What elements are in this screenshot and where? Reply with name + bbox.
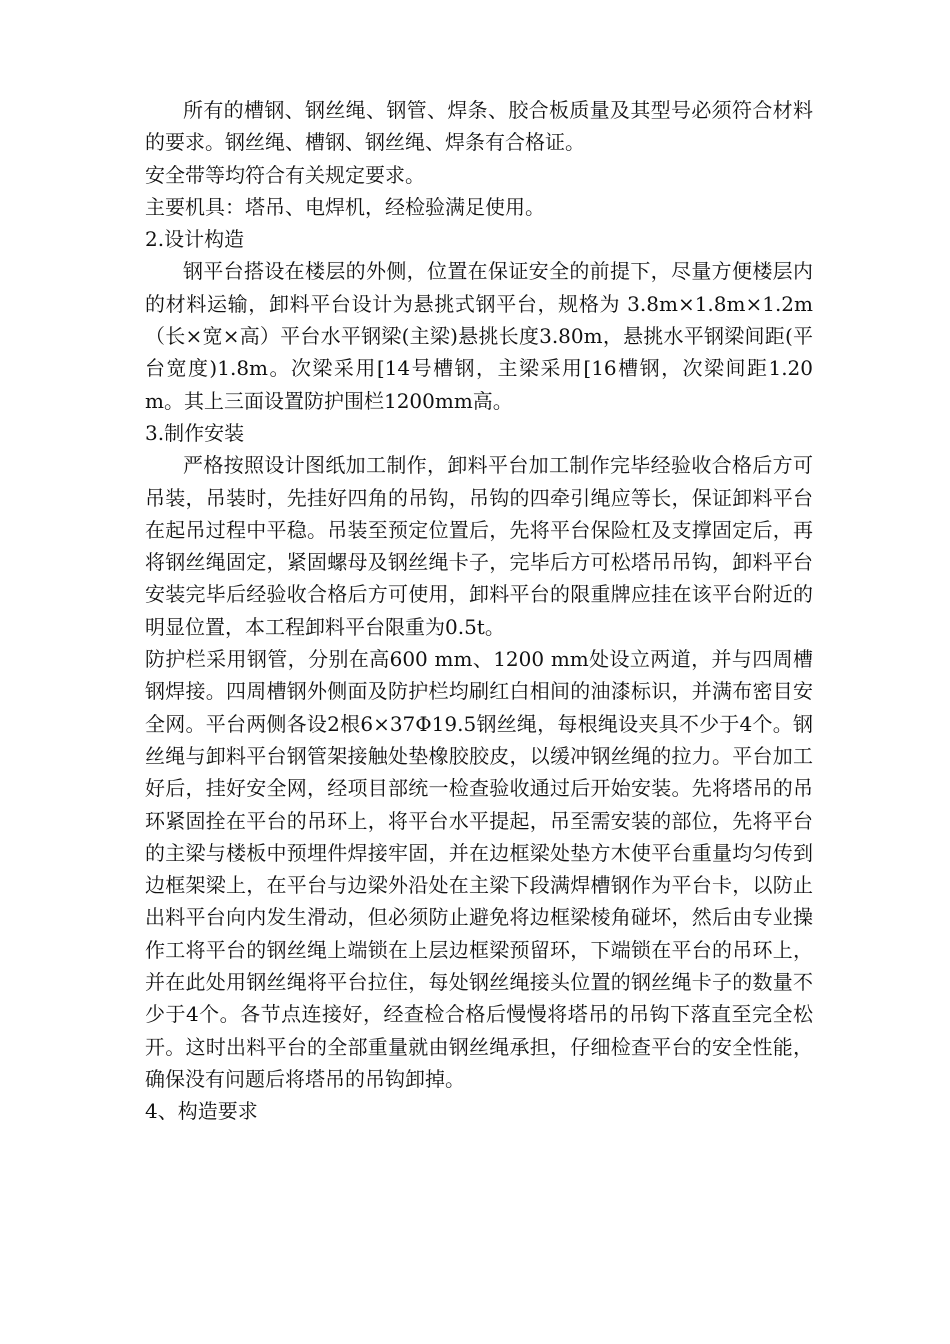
paragraph-design-structure: 钢平台搭设在楼层的外侧，位置在保证安全的前提下，尽量方便楼层内的材料运输，卸料平台设计为悬挑式钢平台，规格为 3.8m×1.8m×1.2m（长×宽×高）平台水平钢梁(主梁)悬挑长度3.80m，悬挑水平钢梁间距(平台宽度)1.8m。次梁采用[14号槽钢，主梁采用[16槽钢，次梁间距1.20m。其上三面设置防护围栏1200mm高。: [145, 259, 813, 413]
paragraph-fabrication: 严格按照设计图纸加工制作，卸料平台加工制作完毕经验收合格后方可吊装，吊装时，先挂好四角的吊钩，吊钩的四牵引绳应等长，保证卸料平台在起吊过程中平稳。吊装至预定位置后，先将平台保险杠及支撑固定后，再将钢丝绳固定，紧固螺母及钢丝绳卡子，完毕后方可松塔吊吊钩，卸料平台安装完毕后经验收合格后方可使用，卸料平台的限重牌应挂在该平台附近的明显位置，本工程卸料平台限重为0.5t。: [145, 453, 813, 639]
document-body: [145, 94, 813, 1128]
heading-structural-requirements: 4、构造要求: [145, 1099, 258, 1124]
heading-design-structure: 2.设计构造: [145, 227, 245, 252]
paragraph-main-equipment: 主要机具：塔吊、电焊机，经检验满足使用。: [145, 194, 545, 219]
paragraph-safety-belt: 安全带等均符合有关规定要求。: [145, 162, 425, 187]
paragraph-guardrail: 防护栏采用钢管，分别在高600 mm、1200 mm处设立两道，并与四周槽钢焊接。四周槽钢外侧面及防护栏均刷红白相间的油漆标识，并满布密目安全网。平台两侧各设2根6×37Φ19.5钢丝绳，每根绳设夹具不少于4个。钢丝绳与卸料平台钢管架接触处垫橡胶胶皮，以缓冲钢丝绳的拉力。平台加工好后，挂好安全网，经项目部统一检查验收通过后开始安装。先将塔吊的吊环紧固拴在平台的吊环上，将平台水平提起，吊至需安装的部位，先将平台的主梁与楼板中预埋件焊接牢固，并在边框梁处垫方木使平台重量均匀传到边框架梁上，在平台与边梁外沿处在主梁下段满焊槽钢作为平台卡，以防止出料平台向内发生滑动，但必须防止避免将边框梁棱角碰坏，然后由专业操作工将平台的钢丝绳上端锁在上层边框梁预留环，下端锁在平台的吊环上，并在此处用钢丝绳将平台拉住，每处钢丝绳接头位置的钢丝绳卡子的数量不少于4个。各节点连接好，经查检合格后慢慢将塔吊的吊钩下落直至完全松开。这时出料平台的全部重量就由钢丝绳承担，仔细检查平台的安全性能，确保没有问题后将塔吊的吊钩卸掉。: [145, 647, 813, 1091]
paragraph-materials: 所有的槽钢、钢丝绳、钢管、焊条、胶合板质量及其型号必须符合材料的要求。钢丝绳、槽钢、钢丝绳、焊条有合格证。: [145, 98, 813, 155]
heading-fabrication-installation: 3.制作安装: [145, 420, 245, 445]
